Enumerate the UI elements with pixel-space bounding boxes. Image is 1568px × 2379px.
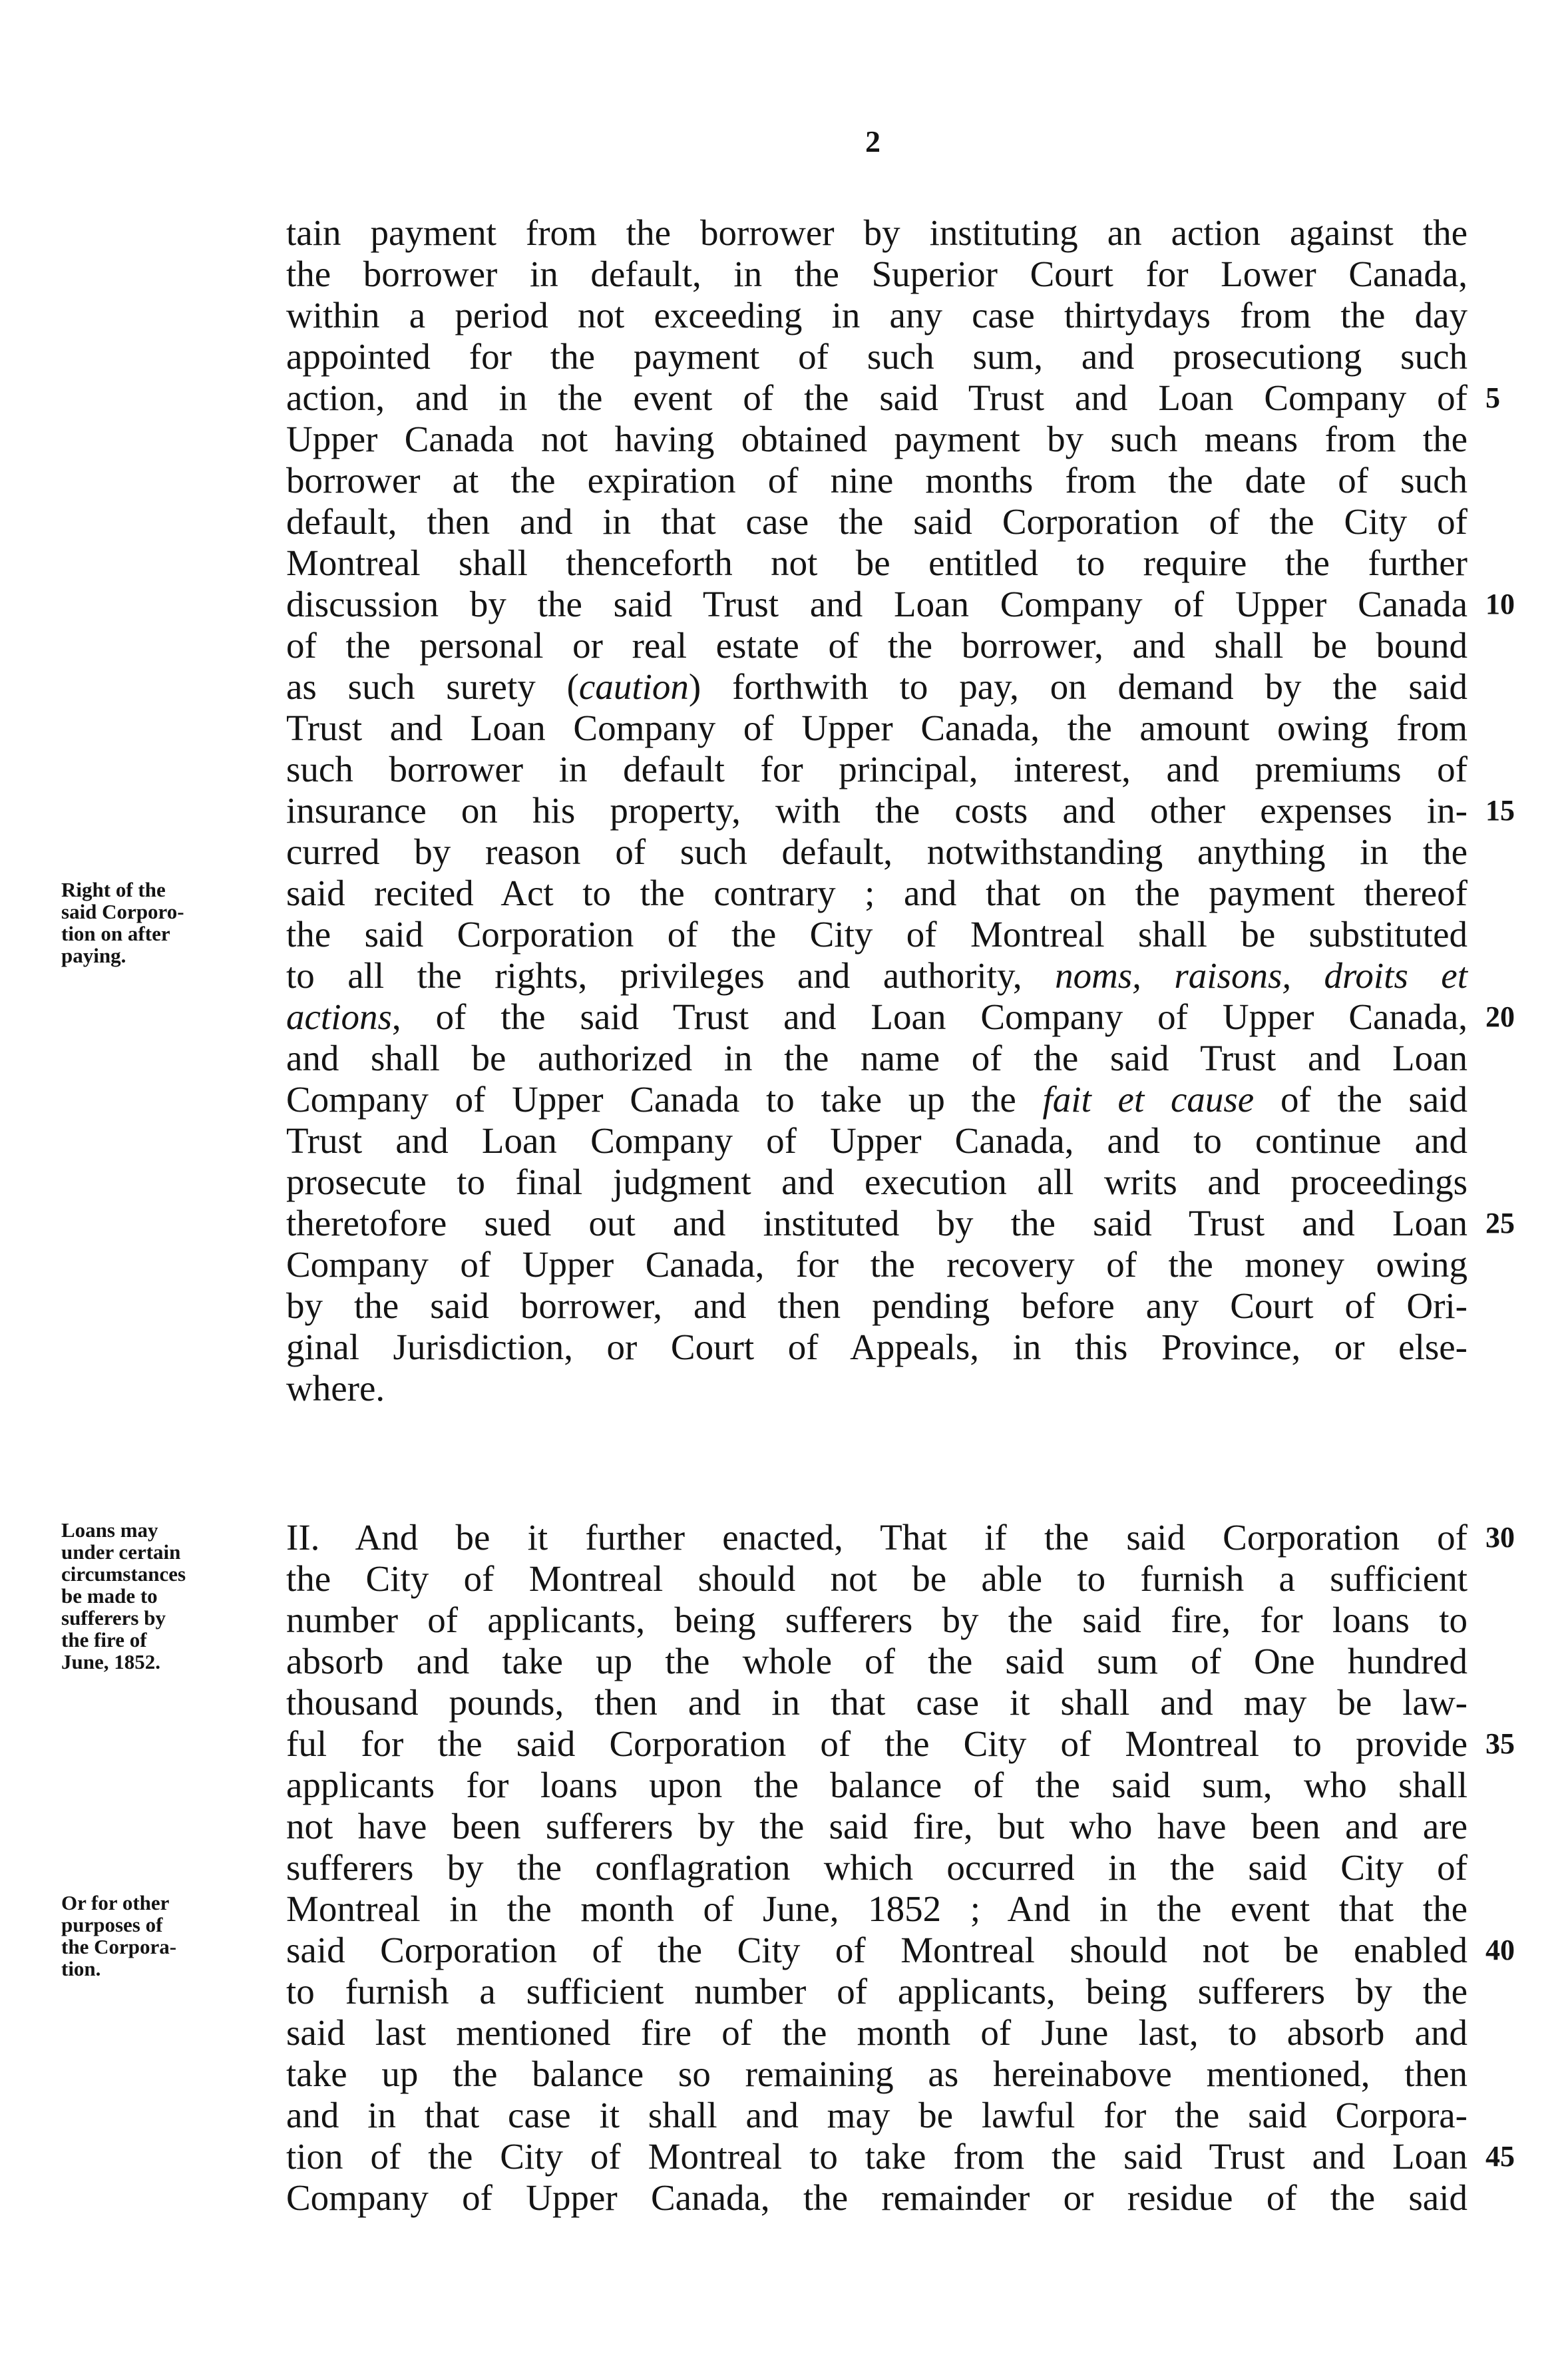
line-number: 10 (1485, 588, 1515, 620)
margin-note-right-of-corporation (61, 879, 284, 967)
text-line: the City of Montreal should not be able to furnish a sufficient (286, 1558, 1468, 1599)
text-line: to all the rights, privileges and authority, noms, raisons, droits et (286, 955, 1468, 996)
text-line: actions, of the said Trust and Loan Company of Upper Canada, (286, 996, 1468, 1037)
line-number: 45 (1485, 2140, 1515, 2173)
text-line: prosecute to final judgment and execution all writs and proceedings (286, 1162, 1468, 1202)
text-line: sufferers by the conflagration which occurred in the said City of (286, 1847, 1468, 1888)
text-line: action, and in the event of the said Trust and Loan Company of (286, 377, 1468, 418)
text-line: said Corporation of the City of Montreal should not be enabled (286, 1930, 1468, 1970)
text-line: discussion by the said Trust and Loan Company of Upper Canada (286, 584, 1468, 624)
text-line: take up the balance so remaining as hereinabove mentioned, then (286, 2054, 1468, 2094)
text-line: tain payment from the borrower by instituting an action against the (286, 212, 1468, 253)
margin-note-line: Right of the (61, 878, 166, 901)
margin-note-line: be made to (61, 1584, 158, 1608)
text-line: Upper Canada not having obtained payment by such means from the (286, 419, 1468, 459)
text-line: ginal Jurisdiction, or Court of Appeals, in this Province, or else- (286, 1327, 1468, 1367)
text-line: Montreal in the month of June, 1852 ; And in the event that the (286, 1888, 1468, 1929)
text-line: applicants for loans upon the balance of the said sum, who shall (286, 1765, 1468, 1805)
margin-note-line: sufferers by (61, 1606, 166, 1629)
margin-note-line: tion on after (61, 922, 170, 945)
text-line: tion of the City of Montreal to take from the said Trust and Loan (286, 2136, 1468, 2177)
text-line: of the personal or real estate of the borrower, and shall be bound (286, 625, 1468, 666)
text-line: the said Corporation of the City of Montreal shall be substituted (286, 914, 1468, 955)
margin-note-line: tion. (61, 1957, 101, 1980)
text-line: default, then and in that case the said Corporation of the City of (286, 501, 1468, 542)
text-line: ful for the said Corporation of the City of Montreal to provide (286, 1723, 1468, 1764)
text-line: appointed for the payment of such sum, and prosecutiong such (286, 336, 1468, 377)
margin-note-line: Loans may (61, 1518, 158, 1542)
text-line: the borrower in default, in the Superior Court for Lower Canada, (286, 254, 1468, 294)
margin-note-other-purposes (61, 1892, 284, 1980)
text-line: and in that case it shall and may be lawful for the said Corpora- (286, 2095, 1468, 2135)
text-line: Trust and Loan Company of Upper Canada, the amount owing from (286, 708, 1468, 748)
text-line: and shall be authorized in the name of the said Trust and Loan (286, 1038, 1468, 1078)
text-line: insurance on his property, with the costs and other expenses in- (286, 790, 1468, 831)
text-line: Montreal shall thenceforth not be entitled to require the further (286, 542, 1468, 583)
page-number: 2 (865, 124, 881, 158)
line-number: 30 (1485, 1521, 1515, 1554)
text-line: such borrower in default for principal, interest, and premiums of (286, 749, 1468, 789)
margin-note-line: circumstances (61, 1562, 186, 1586)
margin-note-line: the fire of (61, 1628, 147, 1651)
text-line: to furnish a sufficient number of applicants, being sufferers by the (286, 1971, 1468, 2012)
text-line: thousand pounds, then and in that case it shall and may be law- (286, 1682, 1468, 1723)
text-line: not have been sufferers by the said fire, but who have been and are (286, 1806, 1468, 1846)
text-line: Trust and Loan Company of Upper Canada, and to continue and (286, 1120, 1468, 1161)
text-line: Company of Upper Canada, the remainder or residue of the said (286, 2177, 1468, 2218)
text-line: said recited Act to the contrary ; and that on the payment thereof (286, 873, 1468, 913)
text-line: where. (286, 1368, 385, 1408)
margin-note-line: the Corpora- (61, 1935, 177, 1958)
line-number: 35 (1485, 1727, 1515, 1760)
text-line: II. And be it further enacted, That if the said Corporation of (286, 1517, 1468, 1558)
text-line: borrower at the expiration of nine months from the date of such (286, 460, 1468, 501)
line-number: 15 (1485, 794, 1515, 827)
text-line: absorb and take up the whole of the said sum of One hundred (286, 1641, 1468, 1681)
text-line: theretofore sued out and instituted by the said Trust and Loan (286, 1203, 1468, 1243)
text-line: said last mentioned fire of the month of June last, to absorb and (286, 2012, 1468, 2053)
margin-note-line: purposes of (61, 1913, 163, 1936)
text-line: number of applicants, being sufferers by the said fire, for loans to (286, 1600, 1468, 1640)
text-line: Company of Upper Canada to take up the fait et cause of the said (286, 1079, 1468, 1120)
text-line: curred by reason of such default, notwithstanding anything in the (286, 831, 1468, 872)
text-line: within a period not exceeding in any case thirtydays from the day (286, 295, 1468, 335)
margin-note-line: under certain (61, 1540, 181, 1564)
line-number: 20 (1485, 1000, 1515, 1033)
margin-note-line: Or for other (61, 1891, 170, 1914)
line-number: 25 (1485, 1207, 1515, 1239)
text-line: Company of Upper Canada, for the recovery of the money owing (286, 1244, 1468, 1285)
margin-note-line: paying. (61, 944, 126, 967)
text-line: as such surety (caution) forthwith to pay, on demand by the said (286, 666, 1468, 707)
margin-note-line: said Corporo- (61, 900, 184, 923)
margin-note-loans-may (61, 1519, 284, 1673)
line-number: 5 (1485, 381, 1500, 414)
margin-note-line: June, 1852. (61, 1650, 160, 1673)
line-number: 40 (1485, 1934, 1515, 1966)
text-line: by the said borrower, and then pending before any Court of Ori- (286, 1285, 1468, 1326)
